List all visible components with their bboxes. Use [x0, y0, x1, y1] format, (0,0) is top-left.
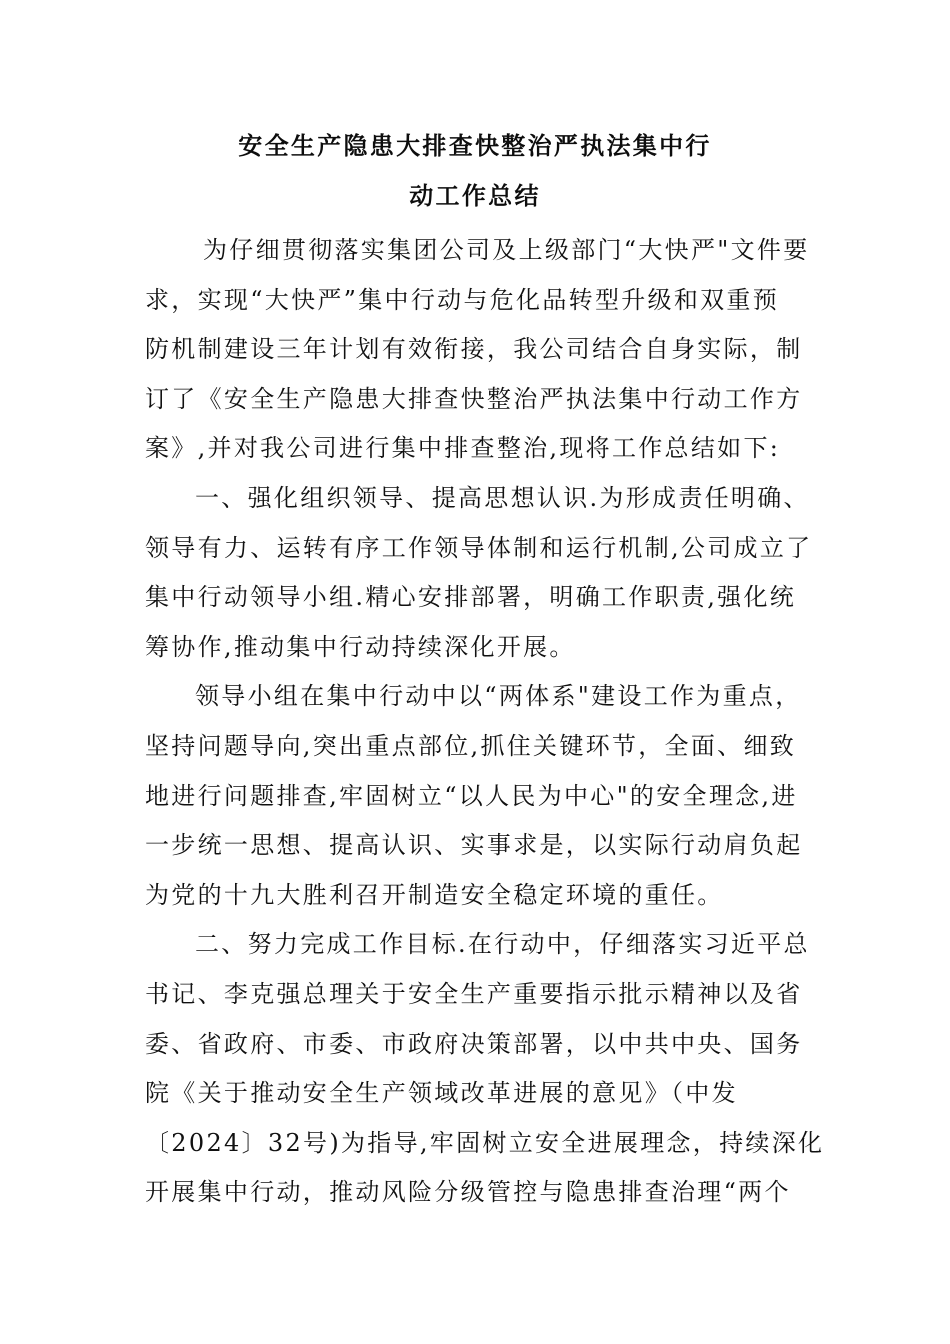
paragraph-4-line: 院《关于推动安全生产领域改革进展的意见》（中发 [145, 1079, 738, 1108]
paragraph-1-line: 防机制建设三年计划有效衔接，我公司结合自身实际，制 [145, 335, 803, 364]
paragraph-1-line: 为仔细贯彻落实集团公司及上级部门“大快严"文件要 [203, 236, 810, 264]
paragraph-4-line: 委、省政府、市委、市政府决策部署，以中共中央、国务 [145, 1029, 803, 1058]
paragraph-4-line: 〔2024〕32号)为指导,牢固树立安全进展理念，持续深化 [145, 1128, 825, 1157]
paragraph-1-line: 案》,并对我公司进行集中排查整治,现将工作总结如下: [145, 434, 781, 463]
paragraph-4-line: 二、努力完成工作目标.在行动中，仔细落实习近平总 [195, 930, 810, 959]
paragraph-4-line: 书记、李克强总理关于安全生产重要指示批示精神以及省 [145, 979, 803, 1008]
paragraph-1-line: 订了《安全生产隐患大排查快整治严执法集中行动工作方 [145, 384, 803, 413]
document-title [145, 122, 805, 221]
title-line: 安全生产隐患大排查快整治严执法集中行 [238, 132, 712, 160]
document-body [145, 226, 825, 1218]
paragraph-2-line: 领导有力、运转有序工作领导体制和运行机制,公司成立了 [145, 533, 813, 562]
paragraph-2-line: 筹协作,推动集中行动持续深化开展。 [145, 632, 576, 661]
paragraph-3-line: 地进行问题排查,牢固树立“以人民为中心"的安全理念,进 [145, 781, 798, 810]
paragraph-3-line: 坚持问题导向,突出重点部位,抓住关键环节，全面、细致 [145, 731, 797, 760]
paragraph-3-line: 领导小组在集中行动中以“两体系"建设工作为重点， [195, 682, 802, 711]
paragraph-2-line: 一、强化组织领导、提高思想认识.为形成责任明确、 [195, 483, 810, 512]
paragraph-2-line: 集中行动领导小组.精心安排部署，明确工作职责,强化统 [145, 583, 797, 612]
paragraph-3-line: 为党的十九大胜利召开制造安全稳定环境的重任。 [145, 880, 724, 909]
paragraph-4-line: 开展集中行动，推动风险分级管控与隐患排查治理“两个 [145, 1178, 791, 1207]
paragraph-1-line: 求，实现“大快严”集中行动与危化品转型升级和双重预 [145, 285, 780, 314]
paragraph-3-line: 一步统一思想、提高认识、实事求是，以实际行动肩负起 [145, 831, 803, 860]
title-line: 动工作总结 [409, 181, 541, 210]
